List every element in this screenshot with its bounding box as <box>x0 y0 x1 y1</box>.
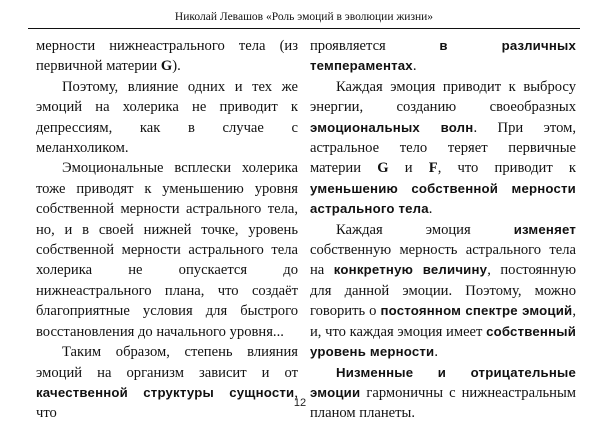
paragraph <box>310 363 576 424</box>
text-run: проявляется <box>310 38 440 54</box>
text-run-bold: уменьшению собственной мерности астрального тела <box>310 180 576 217</box>
text-run: , постоянную для данной эмоции. Поэтому, можно говорить о <box>310 262 577 320</box>
header-rule <box>28 28 580 29</box>
text-run: и <box>388 160 429 177</box>
text-run: Каждая эмоция <box>336 221 514 238</box>
text-run: , что приводит к <box>437 160 577 177</box>
text-run-bold: качественной структуры сущности <box>36 384 295 400</box>
text-run-bold: G <box>377 160 389 177</box>
text-run: , что <box>36 384 298 422</box>
text-run: . При этом, астральное тело теряет первичные материи <box>310 119 576 177</box>
text-run-bold: постоянном спектре эмоций <box>380 303 573 319</box>
paragraph: Эмоциональные всплески холерика тоже приводят к уменьшению уровня собственной мерности астрального тела, но, и в своей нижней точке, уровень собственной мерности астрального тела холерика не опускается до нижнеастрального плана, что создаёт благоприятные условия для быстрого восстановления до начального уровня... <box>36 160 298 340</box>
text-run-bold: F <box>428 160 438 177</box>
text-run: собственную мерность астрального тела на <box>310 242 576 279</box>
paragraph <box>310 36 576 77</box>
page-number: 12 <box>293 397 307 409</box>
text-run-bold: эмоциональных волн <box>310 119 474 135</box>
text-run-bold: Низменные и отрицательные эмоции <box>310 364 576 400</box>
text-run: ). <box>172 58 181 75</box>
paragraph: Поэтому, влияние одних и тех же эмоций на холерика не приводит к депрессиям, как в случае с меланхоликом. <box>36 78 298 157</box>
text-run-bold: конкретную величину <box>333 262 488 278</box>
right-column <box>310 36 576 424</box>
text-run-bold: в различных темпераментах <box>310 38 577 74</box>
text-run: гармоничны с нижнеастральным планом планеты. <box>310 384 576 422</box>
text-run: . <box>412 58 417 75</box>
paragraph <box>310 77 576 220</box>
paragraph <box>310 220 576 363</box>
text-run: Таким образом, степень влияния эмоций на организм зависит и от <box>36 344 298 381</box>
paragraph <box>36 342 298 424</box>
text-run: . <box>434 344 439 361</box>
text-run-bold: изменяет <box>513 221 576 237</box>
text-run-bold: собственный уровень мерности <box>310 323 576 360</box>
paragraph <box>36 36 298 77</box>
text-run: Каждая эмоция приводит к выбросу энергии, созданию своеобразных <box>310 78 576 116</box>
running-header: Николай Левашов «Роль эмоций в эволюции жизни» <box>174 11 434 23</box>
text-run: мерности нижнеастрального тела (из первичной материи <box>36 38 298 75</box>
text-run: . <box>428 201 433 218</box>
left-column <box>36 36 298 424</box>
text-run-bold: G <box>160 58 173 75</box>
text-run: , и, что каждая эмоция имеет <box>310 303 576 340</box>
